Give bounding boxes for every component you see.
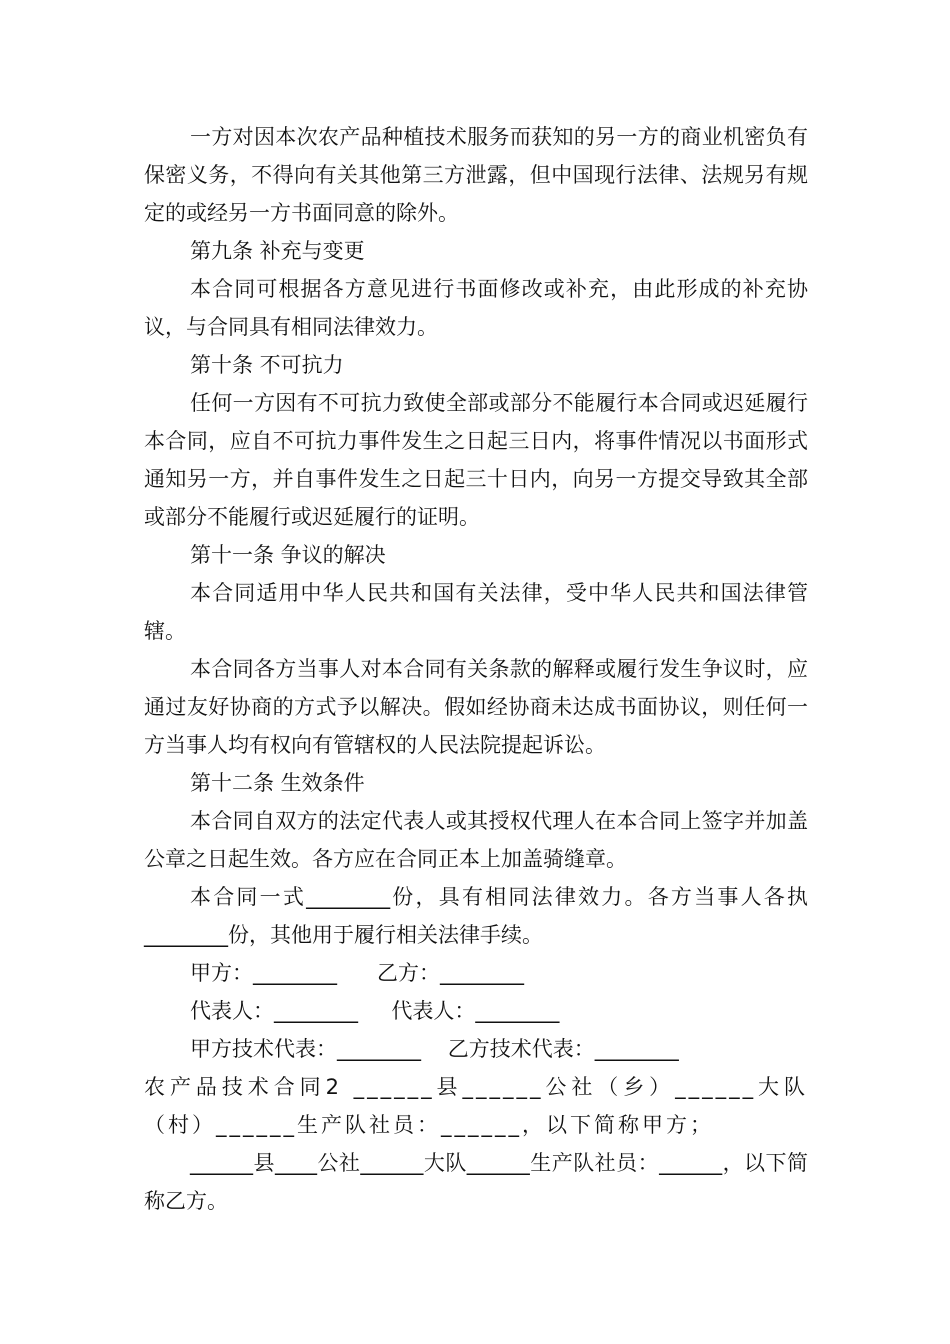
heading-article-10: 第十条 不可抗力: [190, 353, 344, 377]
signature-representatives: 代表人：________ 代表人：________: [190, 999, 560, 1023]
heading-article-11: 第十一条 争议的解决: [190, 543, 386, 567]
signature-technical-representatives: 甲方技术代表：________ 乙方技术代表：________: [190, 1037, 679, 1061]
paragraph-contract-2-party-a: 农产品技术合同2 ______县______公社（乡）______大队（村）______生产队社员：______，以下简称甲方；: [144, 1075, 808, 1137]
paragraph-contract-2-party-b: ______县____公社______大队______生产队社员：______，以下简称乙方。: [144, 1151, 808, 1213]
paragraph-supplement: 本合同可根据各方意见进行书面修改或补充，由此形成的补充协议，与合同具有相同法律效力。: [144, 277, 808, 339]
heading-article-9: 第九条 补充与变更: [190, 239, 365, 263]
heading-article-12: 第十二条 生效条件: [190, 771, 365, 795]
paragraph-dispute: 本合同各方当事人对本合同有关条款的解释或履行发生争议时，应通过友好协商的方式予以解决。假如经协商未达成书面协议，则任何一方当事人均有权向有管辖权的人民法院提起诉讼。: [144, 657, 808, 757]
paragraph-confidentiality: 一方对因本次农产品种植技术服务而获知的另一方的商业机密负有保密义务，不得向有关其他第三方泄露，但中国现行法律、法规另有规定的或经另一方书面同意的除外。: [144, 125, 808, 225]
paragraph-copies: 本合同一式________份，具有相同法律效力。各方当事人各执________份，其他用于履行相关法律手续。: [144, 885, 808, 947]
signature-parties: 甲方：________ 乙方：________: [190, 961, 525, 985]
paragraph-effectiveness: 本合同自双方的法定代表人或其授权代理人在本合同上签字并加盖公章之日起生效。各方应在合同正本上加盖骑缝章。: [144, 809, 808, 871]
paragraph-force-majeure: 任何一方因有不可抗力致使全部或部分不能履行本合同或迟延履行本合同，应自不可抗力事件发生之日起三日内，将事件情况以书面形式通知另一方，并自事件发生之日起三十日内，向另一方提交导致其全部或部分不能履行或迟延履行的证明。: [144, 391, 808, 529]
document-body: [144, 118, 808, 1220]
paragraph-applicable-law: 本合同适用中华人民共和国有关法律，受中华人民共和国法律管辖。: [144, 581, 808, 643]
